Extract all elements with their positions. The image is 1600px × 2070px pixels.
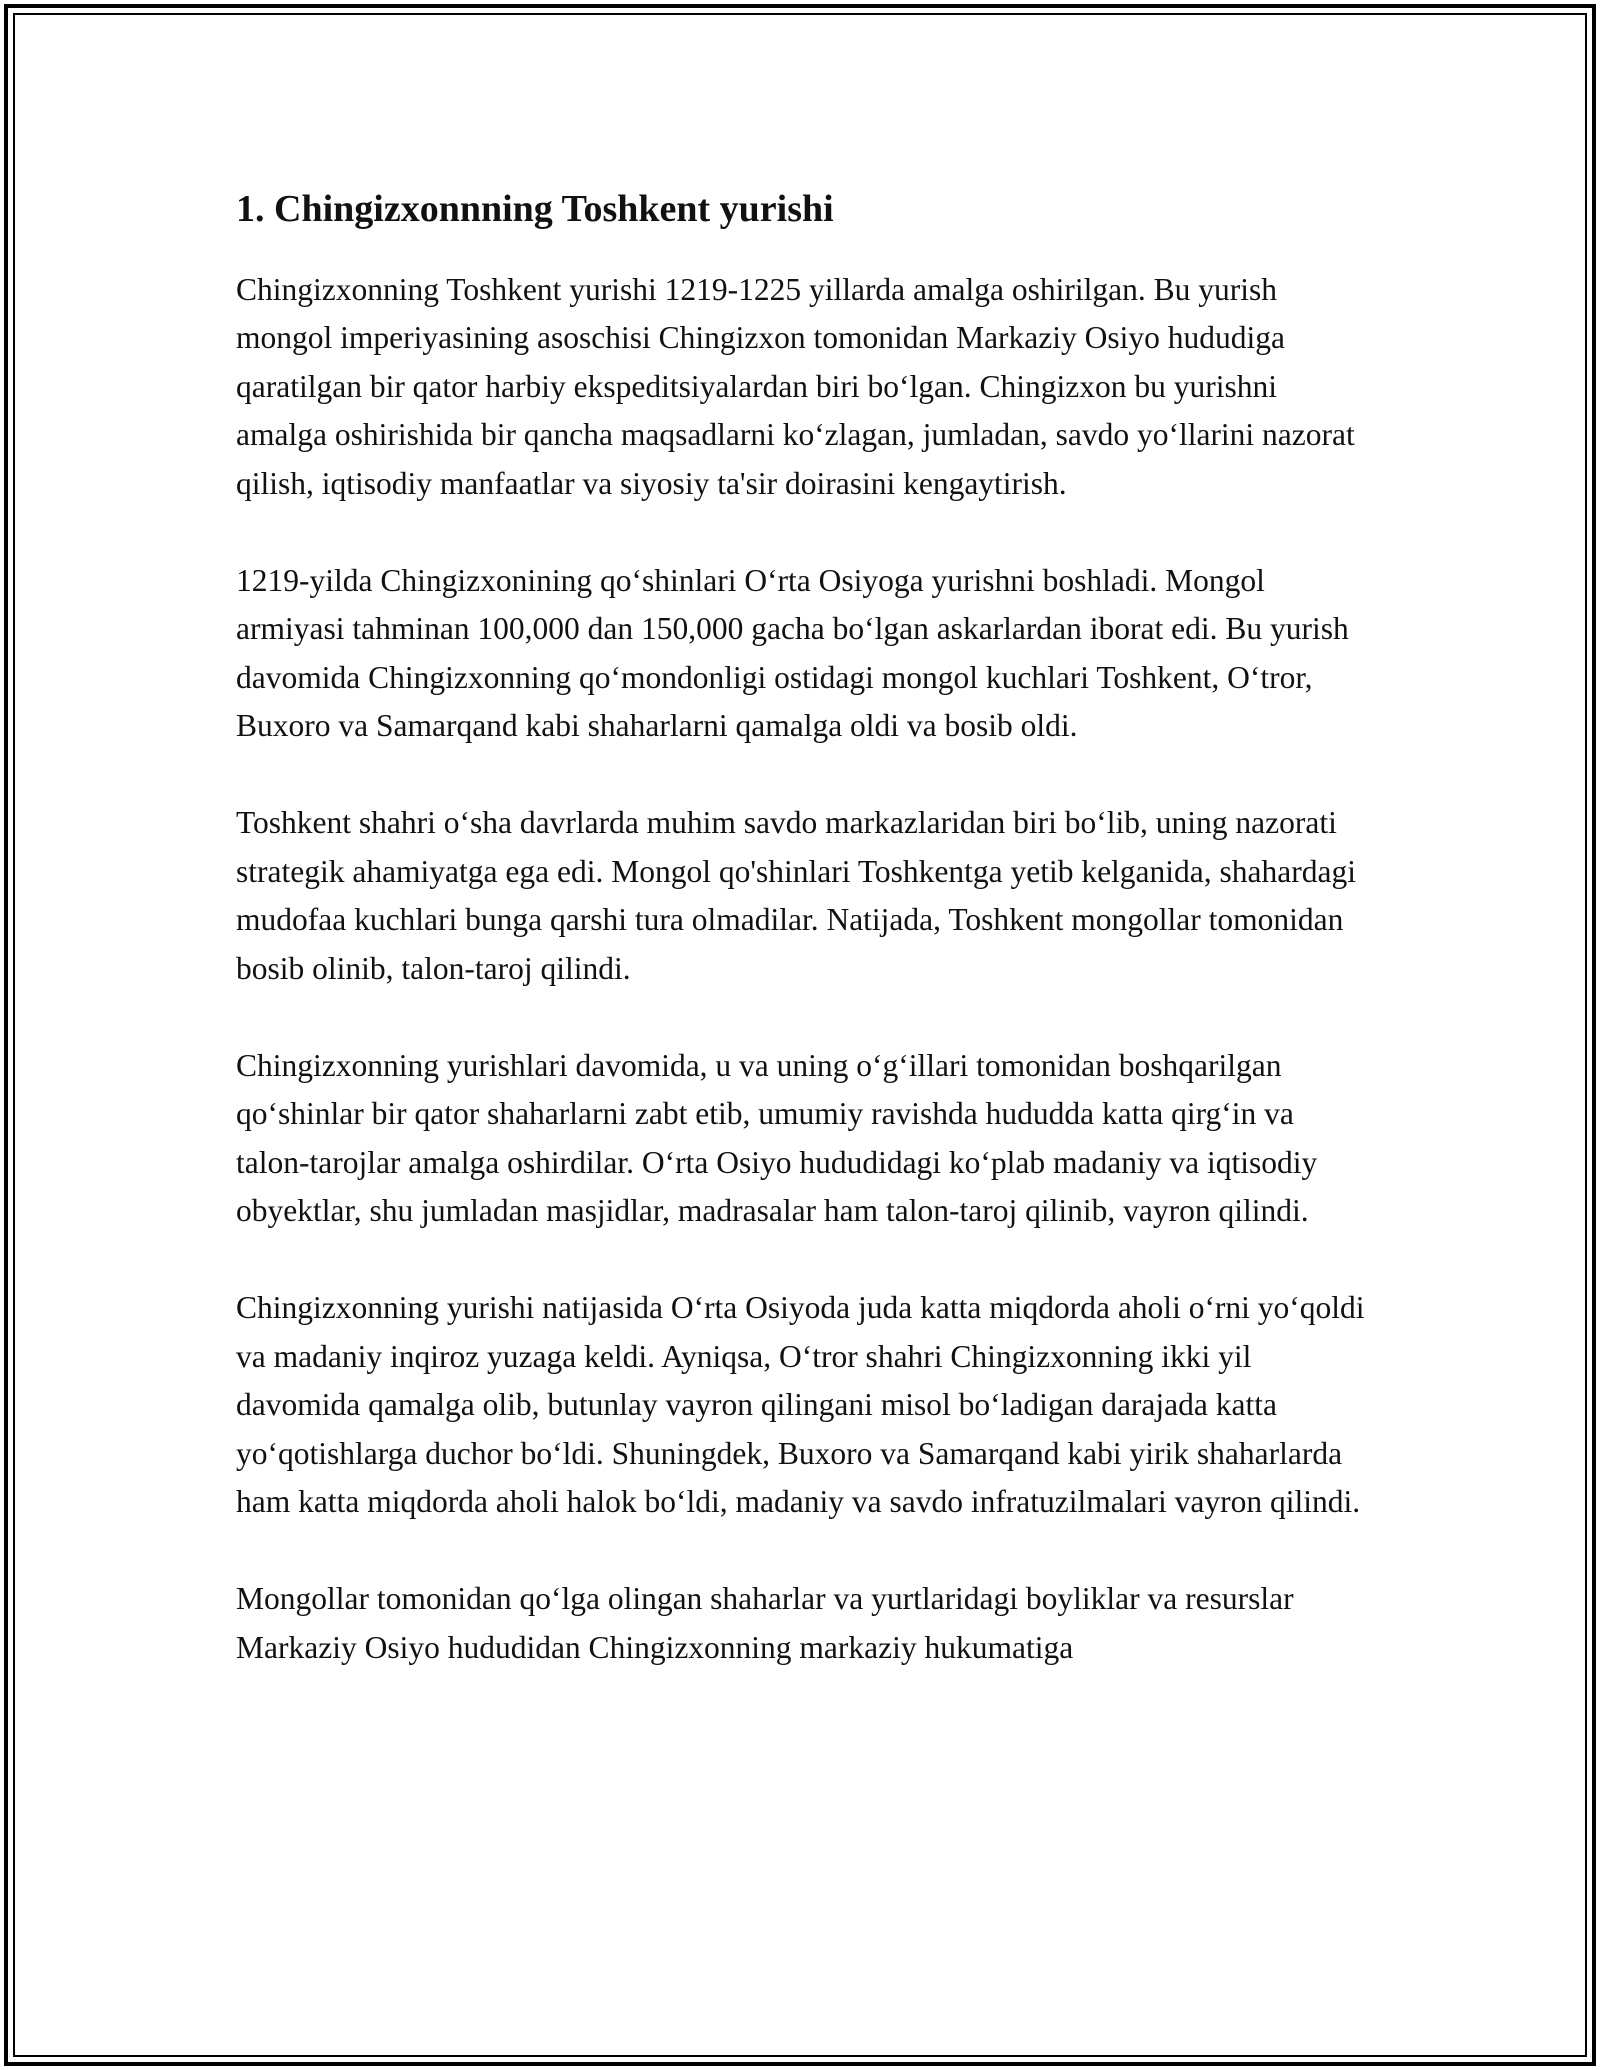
paragraph-6: Mongollar tomonidan qo‘lga olingan shaharlar va yurtlaridagi boyliklar va resurslar Markaziy Osiyo hududidan Chingizxonning markaziy hukumatiga <box>236 1581 1294 1665</box>
paragraph-2: 1219-yilda Chingizxonining qo‘shinlari O‘rta Osiyoga yurishni boshladi. Mongol armiyasi tahminan 100,000 dan 150,000 gacha bo‘lgan askarlardan iborat edi. Bu yurish davomida Chingizxonning qo‘mondonligi ostidagi mongol kuchlari Toshkent, O‘tror, Buxoro va Samarqand kabi shaharlarni qamalga oldi va bosib oldi. <box>236 562 1349 743</box>
paragraph-3: Toshkent shahri o‘sha davrlarda muhim savdo markazlaridan biri bo‘lib, uning nazorati strategik ahamiyatga ega edi. Mongol qo'shinlari Toshkentga yetib kelganida, shahardagi mudofaa kuchlari bunga qarshi tura olmadilar. Natijada, Toshkent mongollar tomonidan bosib olinib, talon-taroj qilindi. <box>236 805 1356 986</box>
paragraph-4: Chingizxonning yurishlari davomida, u va uning o‘g‘illari tomonidan boshqarilgan qo‘shinlar bir qator shaharlarni zabt etib, umumiy ravishda hududda katta qirg‘in va talon-tarojlar amalga oshirdilar. O‘rta Osiyo hududidagi ko‘plab madaniy va iqtisodiy obyektlar, shu jumladan masjidlar, madrasalar ham talon-taroj qilinib, vayron qilindi. <box>236 1047 1318 1228</box>
section-heading: 1. Chingizxonnning Toshkent yurishi <box>236 188 834 230</box>
paragraph-5: Chingizxonning yurishi natijasida O‘rta Osiyoda juda katta miqdorda aholi o‘rni yo‘qoldi va madaniy inqiroz yuzaga keldi. Ayniqsa, O‘tror shahri Chingizxonning ikki yil davomida qamalga olib, butunlay vayron qilingani misol bo‘ladigan darajada katta yo‘qotishlarga duchor bo‘ldi. Shuningdek, Buxoro va Samarqand kabi yirik shaharlarda ham katta miqdorda aholi halok bo‘ldi, madaniy va savdo infratuzilmalari vayron qilindi. <box>236 1290 1365 1519</box>
paragraph-1: Chingizxonning Toshkent yurishi 1219-1225 yillarda amalga oshirilgan. Bu yurish mongol imperiyasining asoschisi Chingizxon tomonidan Markaziy Osiyo hududiga qaratilgan bir qator harbiy ekspeditsiyalardan biri bo‘lgan. Chingizxon bu yurishni amalga oshirishida bir qancha maqsadlarni ko‘zlagan, jumladan, savdo yo‘llarini nazorat qilish, iqtisodiy manfaatlar va siyosiy ta'sir doirasini kengaytirish. <box>236 271 1355 501</box>
document-body <box>236 186 1366 1721</box>
